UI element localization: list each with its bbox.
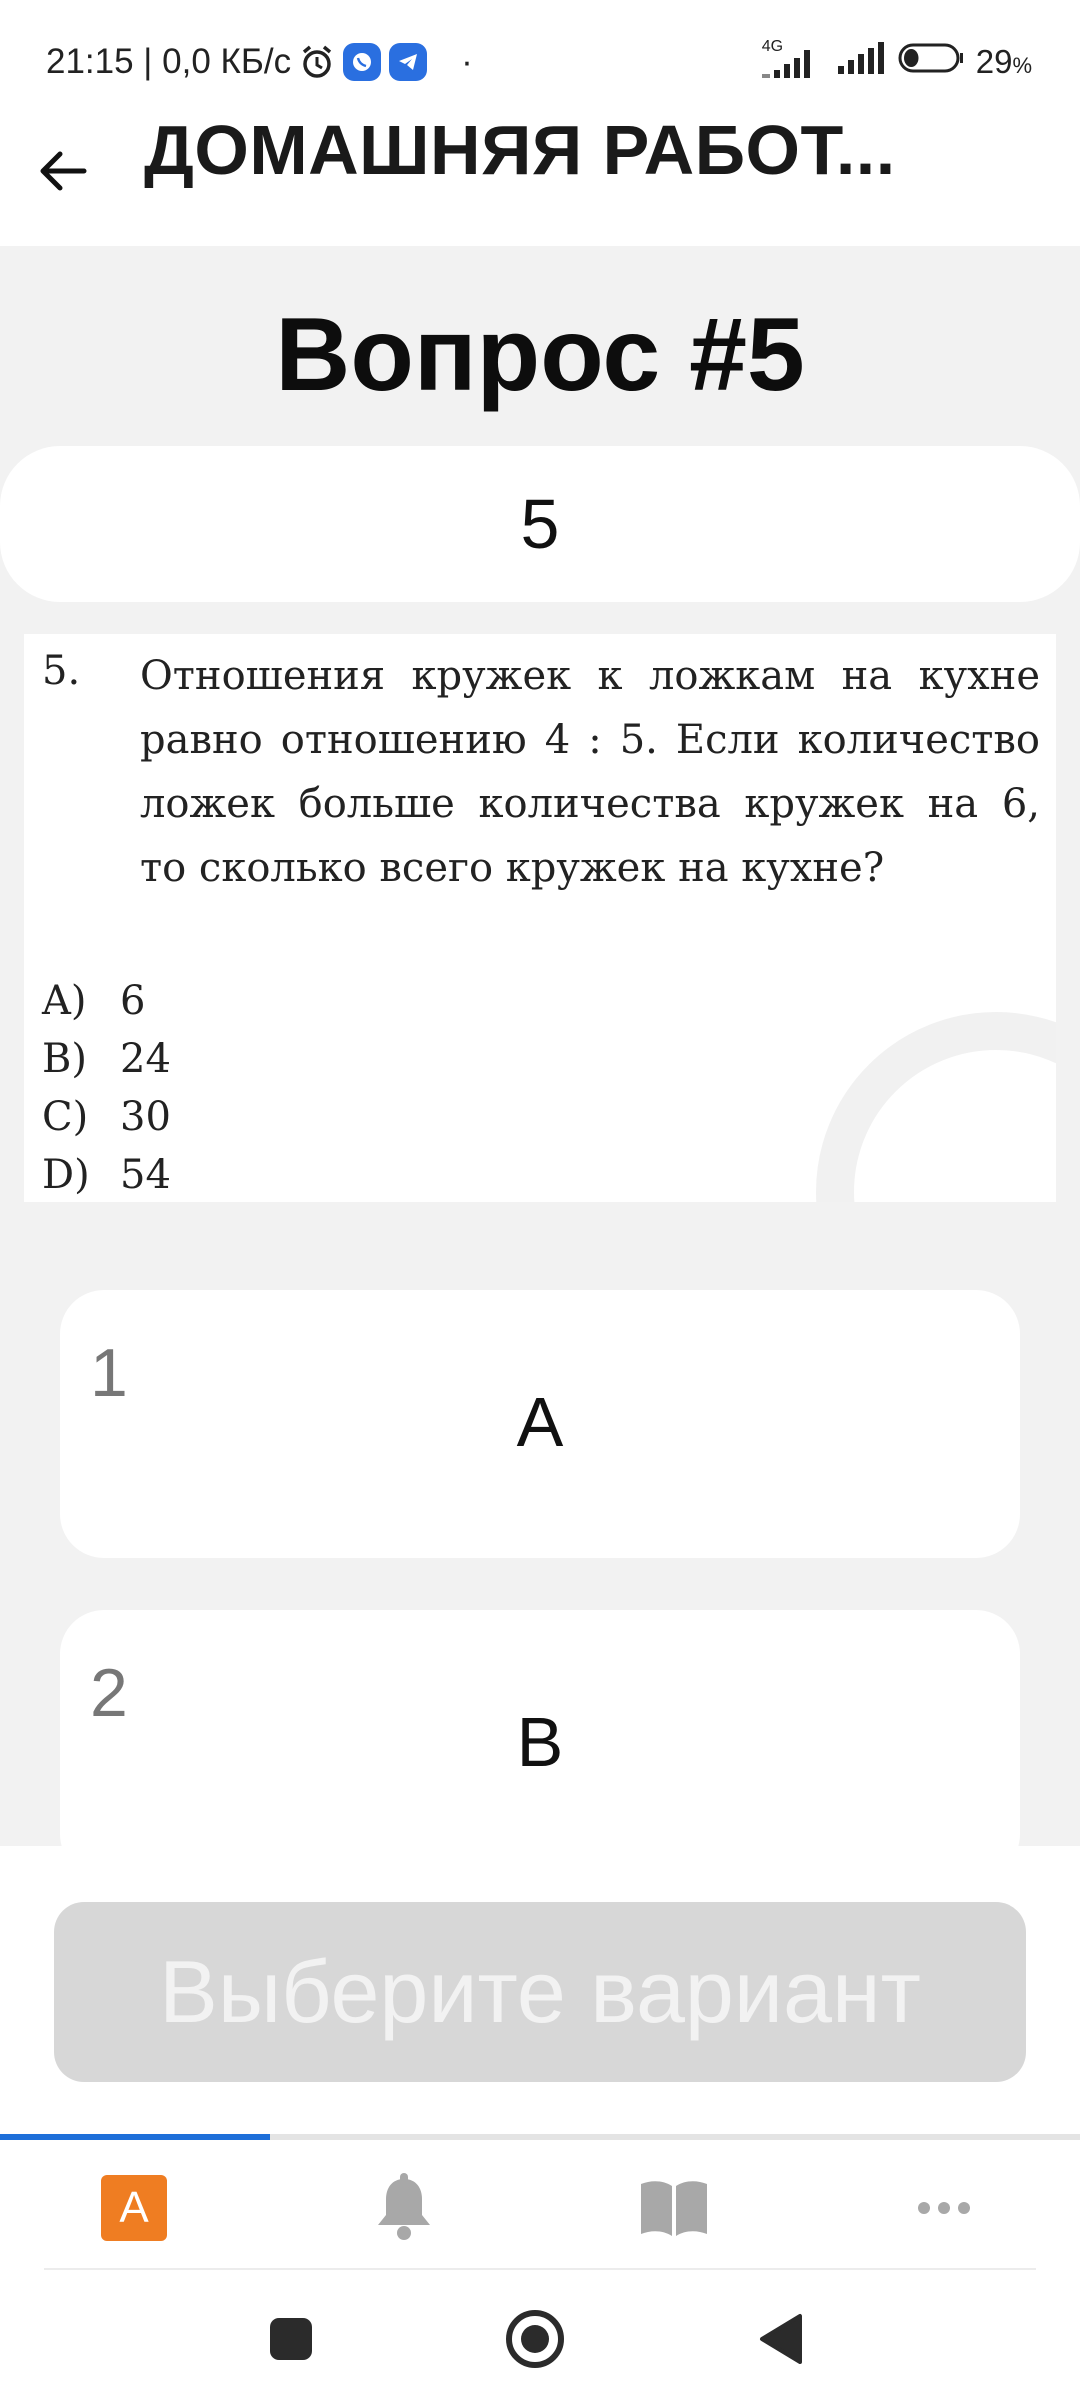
home-button[interactable]: [500, 2304, 570, 2374]
problem-option: [42, 972, 145, 1030]
problem-option: [42, 1030, 171, 1088]
problem-option: [42, 1146, 171, 1202]
square-icon: [268, 2316, 314, 2362]
option-letter: C): [42, 1094, 89, 1140]
telegram-icon: [389, 43, 427, 81]
circle-icon: [504, 2308, 566, 2370]
status-dot: ·: [461, 42, 473, 81]
bell-icon: [372, 2173, 436, 2243]
recent-apps-button[interactable]: [256, 2304, 326, 2374]
answer-option-card[interactable]: [60, 1610, 1020, 1878]
option-letter: A): [42, 978, 87, 1024]
page-title: ДОМАШНЯЯ РАБОТ...: [144, 111, 896, 189]
problem-text: Отношения кружек к ложкам на кухне равно отношению 4 : 5. Если количество ложек больше количества кружек на 6, то сколько всего кружек на кухне?: [140, 653, 1040, 891]
option-value: 30: [120, 1094, 171, 1140]
back-button[interactable]: [28, 136, 98, 206]
nav-item-home[interactable]: [94, 2168, 174, 2248]
option-letter: D): [42, 1152, 90, 1198]
status-time: 21:15 | 0,0 КБ/с: [46, 42, 292, 81]
book-icon: [638, 2178, 710, 2238]
nav-item-notifications[interactable]: [364, 2168, 444, 2248]
nav-item-library[interactable]: [634, 2168, 714, 2248]
answer-option-card[interactable]: [60, 1290, 1020, 1558]
answer-number: 2: [90, 1655, 128, 1731]
battery-icon: [898, 41, 964, 83]
answer-number: 1: [90, 1335, 128, 1411]
network-type: 4G: [761, 38, 784, 55]
option-value: 6: [120, 978, 146, 1024]
question-title: Вопрос #5: [275, 297, 805, 413]
system-nav-bar: [0, 2270, 1080, 2400]
signal-icon: [834, 40, 886, 84]
option-value: 54: [120, 1152, 171, 1198]
question-number: 5: [520, 485, 560, 563]
problem-number: 5.: [42, 648, 81, 694]
triangle-back-icon: [756, 2312, 806, 2366]
bottom-nav: [0, 2140, 1080, 2270]
status-left: [46, 38, 473, 86]
system-back-button[interactable]: [746, 2304, 816, 2374]
app-header: [0, 100, 1080, 246]
problem-image: [24, 634, 1056, 1202]
choose-option-button[interactable]: Выберите вариант: [54, 1902, 1026, 2082]
home-letter-icon: A: [101, 2175, 167, 2241]
answer-label: B: [516, 1703, 564, 1781]
decorative-ring: [816, 1012, 1056, 1202]
answer-label: A: [516, 1383, 564, 1461]
option-value: 24: [120, 1036, 171, 1082]
more-icon: [914, 2198, 974, 2218]
status-right: [760, 38, 1032, 86]
signal-icon: [760, 38, 822, 80]
action-area: [0, 1846, 1080, 2136]
problem-option: [42, 1088, 171, 1146]
option-letter: B): [42, 1036, 87, 1082]
battery-percent: 29%: [975, 43, 1032, 80]
content-area: [0, 246, 1080, 1846]
question-number-card: [0, 446, 1080, 602]
arrow-left-icon: [36, 144, 90, 198]
nav-item-more[interactable]: [904, 2168, 984, 2248]
viber-icon: [343, 43, 381, 81]
alarm-icon: [299, 44, 335, 80]
